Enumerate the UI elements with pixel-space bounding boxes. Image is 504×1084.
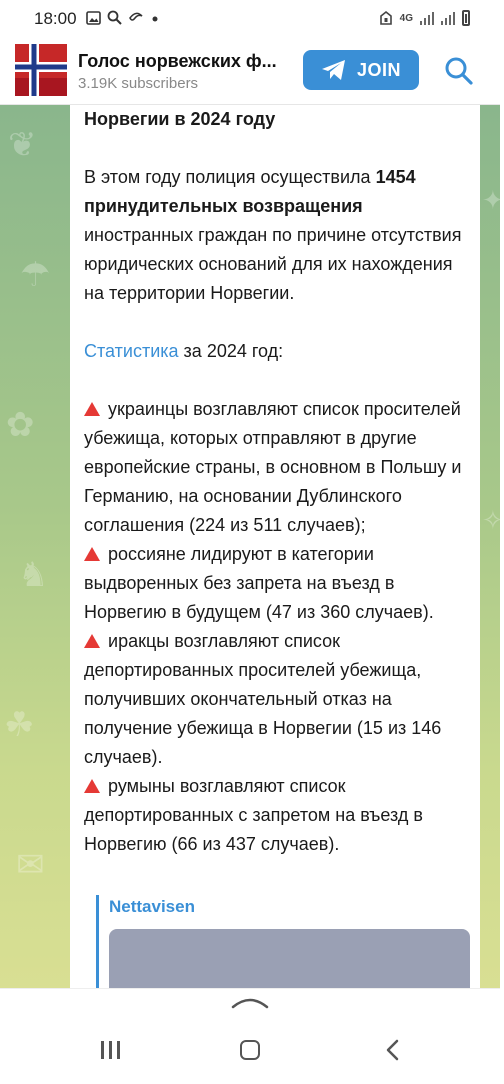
message-heading: Норвегии в 2024 году bbox=[84, 109, 276, 129]
system-icons bbox=[379, 10, 470, 26]
list-item bbox=[84, 540, 466, 627]
list-item-text: украинцы возглавляют список просителей убежища, которых отправляют в другие европейские страны, в основном в Польшу и Германию, на основании Дублинского соглашения (224 из 511 случаев); bbox=[84, 399, 462, 535]
doodle-icon: ✦ bbox=[482, 185, 504, 215]
dot-icon bbox=[150, 13, 160, 23]
signal-icon bbox=[420, 11, 434, 25]
intro-text-rest: иностранных граждан по причине отсутствия юридических оснований для их нахождения на территории Норвегии. bbox=[84, 225, 462, 303]
stats-link[interactable]: Статистика bbox=[84, 341, 179, 361]
channel-title[interactable]: Голос норвежских ф... bbox=[78, 51, 277, 71]
doodle-icon: ☂ bbox=[20, 256, 51, 294]
search-icon[interactable] bbox=[444, 56, 474, 86]
back-button[interactable] bbox=[385, 1039, 399, 1061]
list-item-text: иракцы возглавляют список депортированных просителей убежища, получивших окончательный отказ на получение убежища в Норвегии (15 из 146 случаев). bbox=[84, 631, 442, 767]
doodle-icon: ✉ bbox=[16, 846, 45, 884]
message-bubble[interactable] bbox=[70, 105, 480, 1005]
stats-text: за 2024 год: bbox=[178, 341, 284, 361]
recent-apps-button[interactable] bbox=[101, 1041, 120, 1059]
home-button[interactable] bbox=[240, 1040, 260, 1060]
status-time: 18:00 bbox=[34, 9, 77, 28]
join-button[interactable] bbox=[303, 50, 419, 90]
doodle-icon: ✧ bbox=[482, 505, 504, 535]
signal-icon-2 bbox=[441, 11, 455, 25]
list-item-text: румыны возглавляют список депортированных с запретом на въезд в Норвегию (66 из 437 случаев). bbox=[84, 776, 423, 854]
join-label: JOIN bbox=[356, 59, 401, 80]
list-item bbox=[84, 627, 466, 772]
search-icon bbox=[107, 10, 122, 25]
chat-background[interactable] bbox=[0, 105, 504, 990]
red-triangle-icon bbox=[84, 547, 100, 561]
image-icon bbox=[86, 11, 101, 25]
status-bar bbox=[0, 0, 500, 38]
intro-text: В этом году полиция осуществила bbox=[84, 167, 376, 187]
red-triangle-icon bbox=[84, 634, 100, 648]
doodle-icon: ♞ bbox=[18, 556, 49, 594]
list-item-text: россияне лидируют в категории выдворенных без запрета на въезд в Норвегию в будущем (47 из 360 случаев). bbox=[84, 544, 434, 622]
red-triangle-icon bbox=[84, 402, 100, 416]
alarm-icon bbox=[379, 10, 393, 26]
message-text bbox=[84, 105, 466, 859]
subscriber-count: 3.19K subscribers bbox=[78, 75, 199, 92]
list-item bbox=[84, 772, 466, 859]
stats-line bbox=[84, 337, 466, 366]
channel-header[interactable] bbox=[0, 38, 500, 105]
chevron-up-icon[interactable] bbox=[230, 995, 270, 1009]
doodle-icon: ☘ bbox=[4, 706, 35, 744]
navigation-bar bbox=[0, 988, 500, 1084]
preview-site-name: Nettavisen bbox=[109, 897, 195, 916]
telegram-icon bbox=[321, 59, 347, 81]
battery-icon bbox=[462, 10, 470, 26]
channel-avatar[interactable] bbox=[15, 44, 67, 96]
list-item bbox=[84, 395, 466, 540]
norway-flag-icon bbox=[15, 44, 67, 96]
intro-bold-text: 1454 принудительных возвращения bbox=[84, 167, 416, 216]
message-intro bbox=[84, 163, 466, 308]
doodle-icon: ❦ bbox=[8, 126, 37, 164]
network-label: 4G bbox=[399, 12, 413, 24]
notification-icons bbox=[86, 10, 160, 25]
red-triangle-icon bbox=[84, 779, 100, 793]
messenger-icon bbox=[128, 11, 144, 25]
doodle-icon: ✿ bbox=[6, 406, 35, 444]
